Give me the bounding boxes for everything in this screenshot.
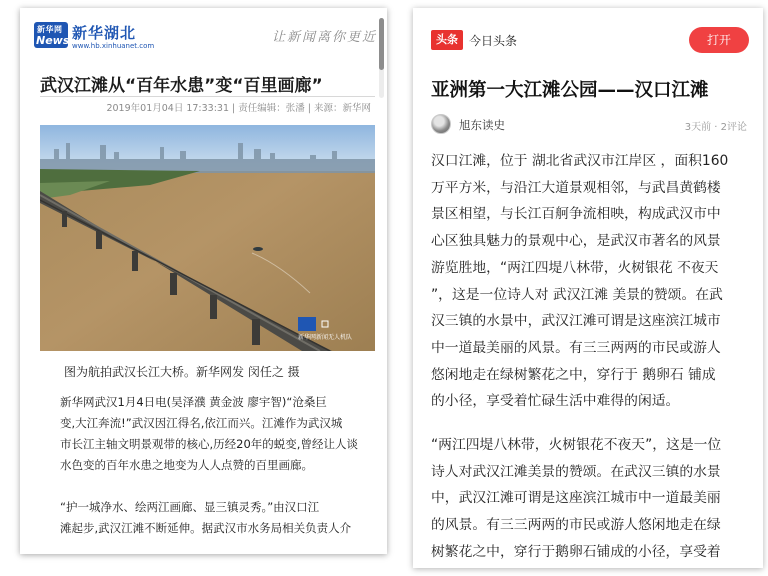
photo-watermark: 新华网新闻无人机队 [298, 334, 353, 341]
logo-mark-bottom-text: News [36, 34, 70, 47]
paragraph-line: 滩起步,武汉江滩不断延伸。据武汉市水务局相关负责人介 [60, 521, 352, 535]
body-line: 中一道最美丽的风景。有三三两两的市民或游人 [431, 339, 721, 356]
paragraph-line: “护一城净水、绘两江画廊、显三镇灵秀。”由汉口江 [60, 500, 320, 514]
toutiao-app-name: 今日头条 [469, 34, 518, 48]
body-line: 中，武汉江滩可谓是这座滨江城市中一道最美丽 [431, 490, 721, 507]
article-title: 亚洲第一大江滩公园——汉口江滩 [431, 80, 709, 101]
toutiao-app-bar [413, 8, 763, 58]
article-paragraph-2 [60, 497, 380, 539]
logo-site-name: 新华湖北 [72, 24, 137, 42]
article-body-paragraph-2 [431, 432, 761, 566]
post-meta: 3天前 · 2评论 [684, 122, 747, 133]
body-line: 景区相望，与长江百舸争流相映，构成武汉市中 [431, 206, 721, 223]
author-avatar[interactable] [431, 114, 451, 134]
body-line: ”，这是一位诗人对 武汉江滩 美景的赞颂。在武 [431, 286, 723, 303]
photo-caption: 图为航拍武汉长江大桥。新华网发 闵任之 摄 [64, 365, 300, 379]
paragraph-line: 新华网武汉1月4日电(吴泽濮 黄金波 廖宇智)“沧桑巨 [60, 395, 327, 409]
xinhua-logo-mark [34, 22, 68, 48]
aerial-bridge-photo [40, 125, 375, 351]
article-body-paragraph-1 [431, 148, 761, 415]
scrollbar-thumb[interactable] [379, 18, 384, 70]
xinhua-header [20, 8, 387, 58]
site-slogan: 让新闻离你更近 [271, 30, 377, 45]
xinhua-logo[interactable] [34, 22, 156, 52]
logo-mark-top-text: 新华网 [37, 25, 63, 34]
title-divider [40, 96, 375, 97]
toutiao-article-panel [413, 8, 763, 568]
body-line: 悠闲地走在绿树繁花之中，穿行于 鹅卵石 铺成 [431, 366, 716, 383]
paragraph-line: 水色变的百年水患之地变为人人点赞的百里画廊。 [60, 458, 313, 472]
body-line: 心区独具魅力的景观中心，是武汉市著名的风景 [431, 233, 721, 250]
body-line: “两江四堤八林带，火树银花不夜天”，这是一位 [431, 437, 722, 453]
body-line: 的小径，享受着忙碌生活中难得的闲适。 [431, 393, 680, 410]
body-line: 汉三镇的水景中，武汉江滩可谓是这座滨江城市 [431, 313, 721, 330]
body-line: 诗人对武汉江滩美景的赞颂。在武汉三镇的水景 [431, 463, 721, 480]
paragraph-line: 变,大江奔流!”武汉因江得名,依江而兴。江滩作为武汉城 [60, 416, 343, 430]
body-line: 树繁花之中，穿行于鹅卵石铺成的小径，享受着 [431, 543, 721, 560]
logo-site-url: www.hb.xinhuanet.com [72, 42, 155, 50]
article-paragraph-1 [60, 392, 380, 476]
body-line: 汉口江滩，位于 湖北省武汉市江岸区 ，面积160 [431, 153, 729, 169]
open-app-button[interactable]: 打开 [689, 27, 749, 53]
article-title: 武汉江滩从“百年水患”变“百里画廊” [40, 76, 323, 96]
author-name[interactable]: 旭东读史 [459, 118, 505, 132]
body-line: 万平方米，与沿江大道景观相邻，与武昌黄鹤楼 [431, 179, 721, 196]
xinhua-article-panel [20, 8, 387, 554]
article-meta: 2019年01月04日 17:33:31 | 责任编辑：张潘 | 来源：新华网 [106, 103, 371, 114]
body-line: 的风景。有三三两两的市民或游人悠闲地走在绿 [431, 517, 721, 534]
scrollbar-track[interactable] [379, 18, 384, 98]
toutiao-logo-icon: 头条 [431, 30, 463, 50]
body-line: 游览胜地，“两江四堤八林带，火树银花 不夜天 [431, 259, 719, 276]
paragraph-line: 市长江主轴文明景观带的核心,历经20年的蜕变,曾经让人谈 [60, 437, 358, 451]
